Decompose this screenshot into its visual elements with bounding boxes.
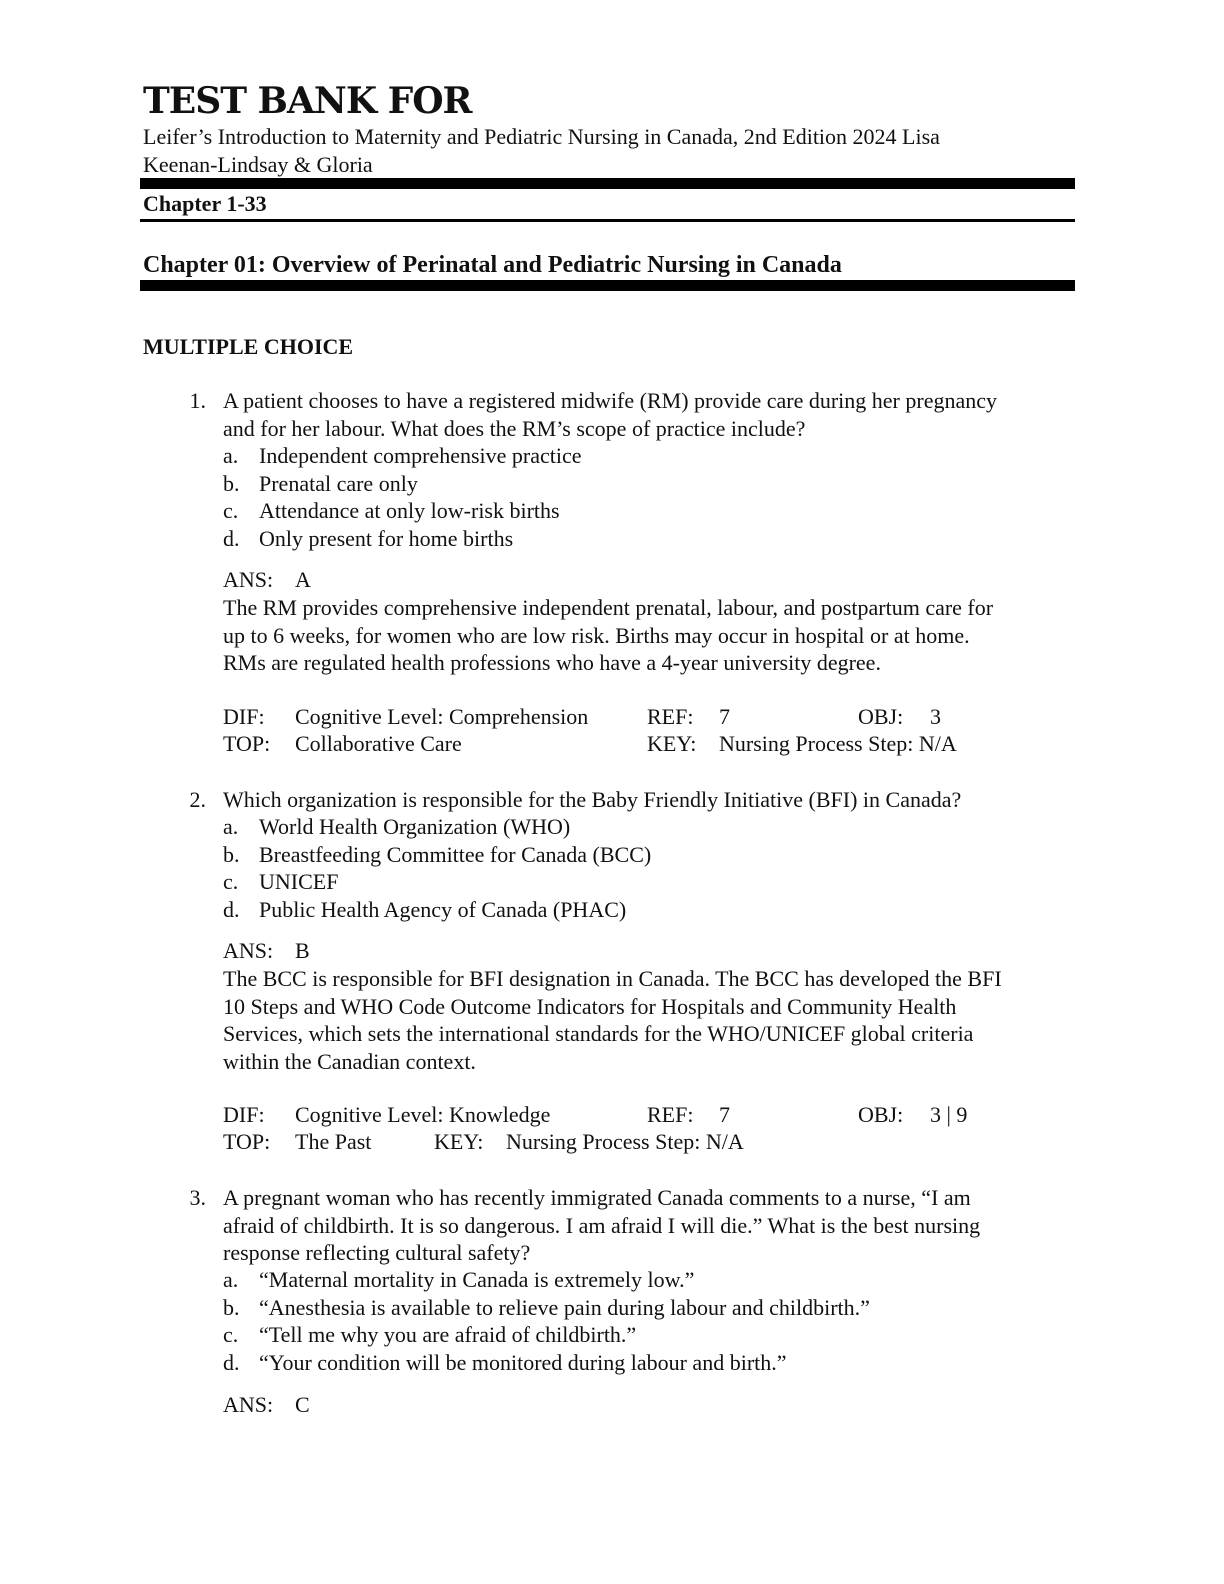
rationale-line: within the Canadian context. [223,1048,476,1074]
question-stem-line: and for her labour. What does the RM’s scope of practice include? [223,415,806,441]
dif-value: Cognitive Level: Comprehension [295,704,589,729]
thick-divider-top [140,178,1075,189]
option-letter: c. [223,1322,239,1347]
top-value: The Past [295,1129,372,1154]
ref-label: REF: [647,704,694,729]
option-letter: d. [223,525,240,551]
key-label: KEY: [434,1129,484,1154]
question-number: 2. [189,787,206,812]
option-text: “Your condition will be monitored during labour and birth.” [259,1349,787,1375]
question-stem-line: Which organization is responsible for the Baby Friendly Initiative (BFI) in Canada? [223,787,962,812]
option-letter: b. [223,470,240,496]
answer-value: A [295,567,311,592]
option-text: Independent comprehensive practice [259,443,582,468]
answer-value: B [295,938,310,963]
option-text: Public Health Agency of Canada (PHAC) [259,896,627,922]
rationale-line: 10 Steps and WHO Code Outcome Indicators for Hospitals and Community Health [223,993,957,1019]
obj-value: 3 | 9 [930,1102,968,1127]
ref-value: 7 [719,1102,730,1127]
option-text: “Maternal mortality in Canada is extremely low.” [259,1267,695,1292]
rationale-line: RMs are regulated health professions who have a 4-year university degree. [223,650,881,675]
obj-label: OBJ: [858,704,904,729]
answer-label: ANS: [223,938,274,963]
chapter-range: Chapter 1-33 [143,191,267,216]
option-letter: a. [223,814,239,839]
thick-divider-bottom [140,280,1075,291]
question-stem-line: afraid of childbirth. It is so dangerous. I am afraid I will die.” What is the best nursing [223,1212,981,1238]
obj-value: 3 [930,704,941,729]
book-title-line-2: Keenan-Lindsay & Gloria [143,152,373,177]
option-letter: d. [223,896,240,922]
question-stem-line: response reflecting cultural safety? [223,1240,531,1265]
question-stem-line: A pregnant woman who has recently immigrated Canada comments to a nurse, “I am [223,1185,971,1210]
option-text: World Health Organization (WHO) [259,814,571,839]
option-letter: b. [223,841,240,867]
option-letter: a. [223,1267,239,1292]
option-text: “Anesthesia is available to relieve pain during labour and childbirth.” [259,1294,870,1320]
option-text: Attendance at only low-risk births [259,498,560,523]
option-letter: c. [223,498,239,523]
ref-label: REF: [647,1102,694,1127]
dif-label: DIF: [223,1102,265,1127]
book-title-line-1: Leifer’s Introduction to Maternity and Pediatric Nursing in Canada, 2nd Edition 2024 Lisa [143,124,940,149]
thin-divider [140,219,1075,222]
section-heading: MULTIPLE CHOICE [143,334,354,359]
rationale-line: The BCC is responsible for BFI designation in Canada. The BCC has developed the BFI [223,966,1002,991]
rationale-line: Services, which sets the international standards for the WHO/UNICEF global criteria [223,1021,974,1046]
top-value: Collaborative Care [295,731,462,756]
option-letter: b. [223,1294,240,1320]
key-value: Nursing Process Step: N/A [506,1129,744,1154]
rationale-line: up to 6 weeks, for women who are low risk. Births may occur in hospital or at home. [223,622,970,648]
option-text: UNICEF [259,869,339,894]
option-letter: a. [223,443,239,468]
ref-value: 7 [719,704,730,729]
key-label: KEY: [647,731,697,756]
option-text: Breastfeeding Committee for Canada (BCC) [259,841,652,867]
option-text: “Tell me why you are afraid of childbirth.” [259,1322,637,1347]
obj-label: OBJ: [858,1102,904,1127]
answer-value: C [295,1392,310,1417]
option-letter: d. [223,1349,240,1375]
question-number: 3. [189,1185,206,1210]
chapter-title: Chapter 01: Overview of Perinatal and Pediatric Nursing in Canada [143,252,842,278]
option-letter: c. [223,869,239,894]
top-label: TOP: [223,1129,271,1154]
question-number: 1. [189,388,206,413]
key-value: Nursing Process Step: N/A [719,731,957,756]
rationale-line: The RM provides comprehensive independent prenatal, labour, and postpartum care for [223,595,994,620]
answer-label: ANS: [223,567,274,592]
dif-value: Cognitive Level: Knowledge [295,1102,551,1127]
question-stem-line: A patient chooses to have a registered midwife (RM) provide care during her pregnancy [223,388,998,413]
dif-label: DIF: [223,704,265,729]
top-label: TOP: [223,731,271,756]
document-title: TEST BANK FOR [143,80,472,122]
option-text: Prenatal care only [259,470,418,496]
option-text: Only present for home births [259,525,514,551]
answer-label: ANS: [223,1392,274,1417]
